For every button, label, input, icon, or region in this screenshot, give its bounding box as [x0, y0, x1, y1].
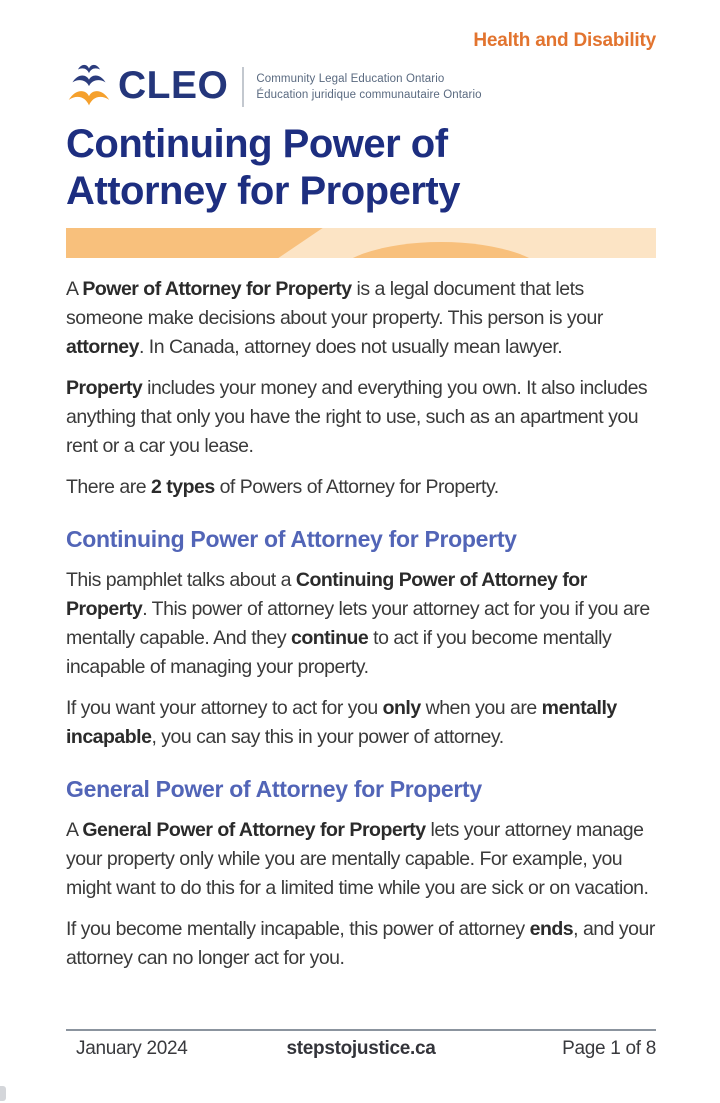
- page-title-line2: Attorney for Property: [66, 169, 460, 213]
- cleo-logo: [66, 59, 656, 115]
- continuing-paragraph-2: If you want your attorney to act for you only when you are mentally incapable, you can say this in your power of attorney.: [66, 697, 617, 748]
- footer-date: January 2024: [76, 1038, 188, 1059]
- tagline-french: Éducation juridique communautaire Ontario: [256, 89, 482, 101]
- cleo-book-bird-icon: [66, 60, 112, 114]
- banner-arc-shape: [332, 242, 550, 259]
- category-label: Health and Disability: [473, 30, 656, 51]
- general-paragraph-2: If you become mentally incapable, this power of attorney ends, and your attorney can no longer act for you.: [66, 918, 655, 969]
- footer-page-indicator: Page 1 of 8: [562, 1038, 656, 1059]
- page-footer: [66, 1029, 656, 1062]
- section-heading-general: General Power of Attorney for Property: [66, 776, 482, 802]
- scan-artifact: [0, 1086, 6, 1101]
- intro-paragraph-1: A Power of Attorney for Property is a legal document that lets someone make decisions about your property. This person is your attorney. In Canada, attorney does not usually mean lawyer.: [66, 278, 603, 358]
- general-paragraph-1: A General Power of Attorney for Property lets your attorney manage your property only while you are mentally capable. For example, you might want to do this for a limited time while you are sick or on vacation.: [66, 819, 649, 899]
- page-title-line1: Continuing Power of: [66, 122, 448, 166]
- section-heading-continuing: Continuing Power of Attorney for Property: [66, 526, 517, 552]
- intro-paragraph-3: There are 2 types of Powers of Attorney for Property.: [66, 476, 499, 498]
- logo-divider: [242, 67, 244, 107]
- footer-website-link[interactable]: stepstojustice.ca: [286, 1038, 436, 1059]
- intro-paragraph-2: Property includes your money and everything you own. It also includes anything that only you have the right to use, such as an apartment you rent or a car you lease.: [66, 377, 648, 457]
- decorative-banner: [66, 228, 656, 258]
- tagline-english: Community Legal Education Ontario: [256, 73, 445, 85]
- body-copy: [66, 275, 656, 973]
- page-title: [66, 121, 656, 215]
- continuing-paragraph-1: This pamphlet talks about a Continuing Power of Attorney for Property. This power of attorney lets your attorney act for you if you are mentally capable. And they continue to act if you become mentally incapable of managing your property.: [66, 569, 650, 678]
- logo-taglines: [256, 71, 481, 103]
- footer-rule: [66, 1029, 656, 1031]
- cleo-wordmark: CLEO: [118, 63, 229, 107]
